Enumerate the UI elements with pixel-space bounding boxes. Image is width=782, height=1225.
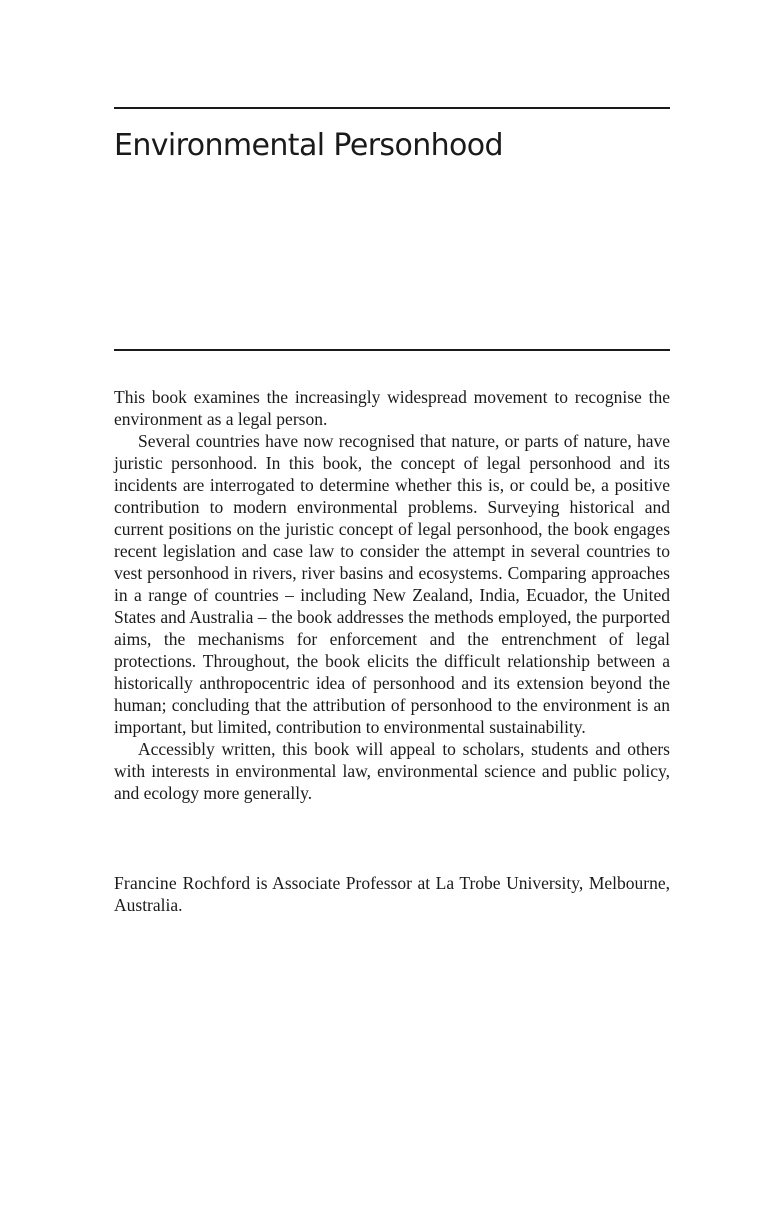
top-rule — [114, 107, 670, 109]
book-description — [114, 386, 670, 804]
book-half-title-page — [114, 0, 670, 1225]
description-paragraph: Accessibly written, this book will appeal to scholars, students and others with interests in environmental law, environmental science and public policy, and ecology more generally. — [114, 739, 670, 803]
author-bio — [114, 872, 670, 916]
description-paragraph: This book examines the increasingly widespread movement to recognise the environment as a legal person. — [114, 387, 670, 429]
bottom-rule — [114, 349, 670, 351]
author-name: Francine Rochford — [114, 873, 251, 893]
book-title: Environmental Personhood — [114, 128, 503, 163]
description-paragraph: Several countries have now recognised that nature, or parts of nature, have juristic personhood. In this book, the concept of legal personhood and its incidents are interrogated to determine whether this is, or could be, a positive contribution to modern environmental problems. Surveying historical and current positions on the juristic concept of legal personhood, the book engages recent legislation and case law to consider the attempt in several countries to vest personhood in rivers, river basins and ecosystems. Comparing approaches in a range of countries – including New Zealand, India, Ecuador, the United States and Australia – the book addresses the methods employed, the purported aims, the mechanisms for enforcement and the entrenchment of legal protections. Throughout, the book elicits the difficult relationship between a historically anthropocentric idea of personhood and its extension beyond the human; concluding that the attribution of personhood to the environment is an important, but limited, contribution to environmental sustainability. — [114, 431, 670, 737]
author-bio-text: is Associate Professor at La Trobe University, Melbourne, Australia. — [114, 873, 670, 915]
